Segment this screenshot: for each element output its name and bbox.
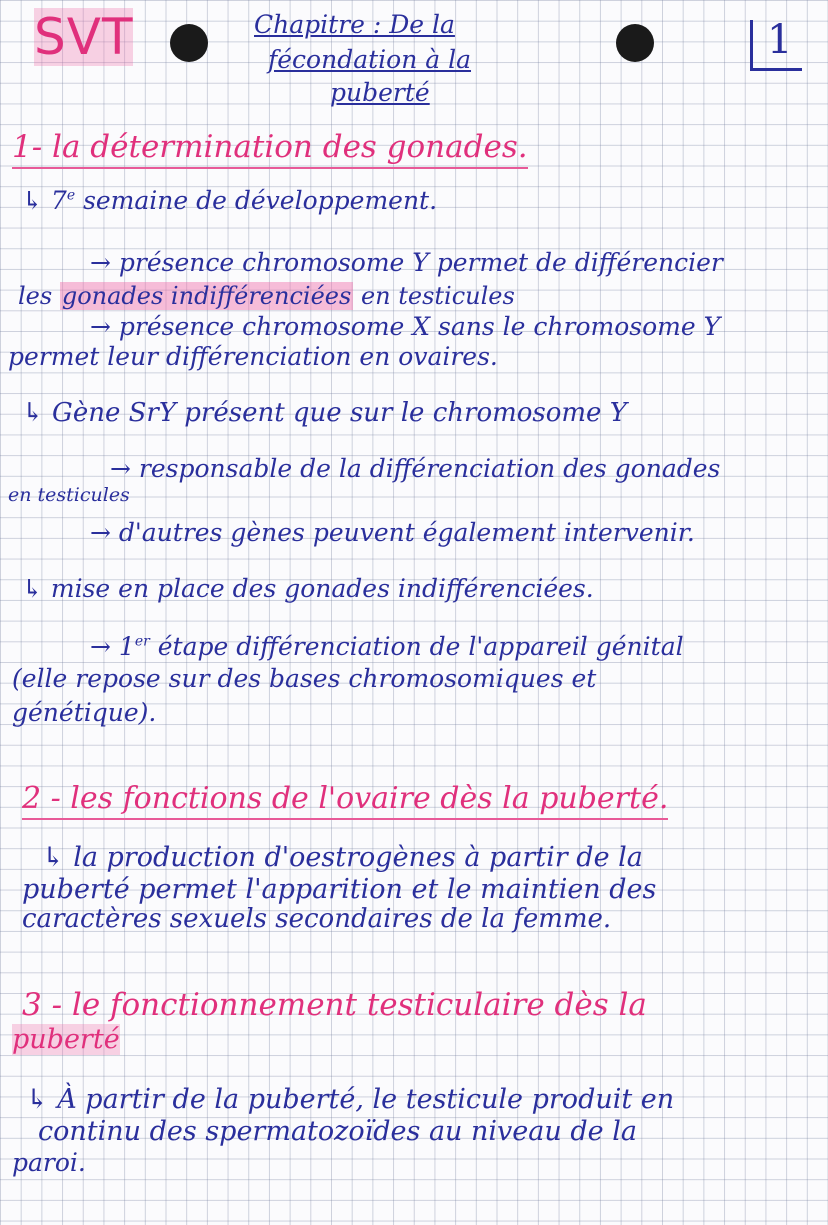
section2-line1: ↳ la production d'oestrogènes à partir de la	[42, 842, 643, 873]
section2-title: 2 - les fonctions de l'ovaire dès la puberté.	[22, 784, 668, 814]
section2-line3: caractères sexuels secondaires de la femme.	[22, 904, 612, 934]
section1-title: 1- la détermination des gonades.	[12, 132, 528, 163]
section3-line3: paroi.	[12, 1148, 86, 1177]
section1-line8: en testicules	[8, 484, 130, 506]
chapter-title-line1: Chapitre : De la	[254, 10, 455, 39]
section1-line7: → responsable de la différenciation des gonades	[110, 454, 721, 483]
section1-line11: → 1er étape différenciation de l'appareil génital	[90, 632, 684, 661]
section3-line2: continu des spermatozoïdes au niveau de la	[38, 1116, 637, 1147]
highlighted-term: gonades indifférenciées	[61, 282, 352, 310]
section3-line1: ↳ À partir de la puberté, le testicule produit en	[26, 1084, 675, 1115]
section1-line2: → présence chromosome Y permet de différencier	[90, 248, 723, 277]
section1-line10: ↳ mise en place des gonades indifférenciées.	[22, 574, 594, 603]
binder-hole-left	[170, 24, 208, 62]
subject-title: SVT	[34, 8, 134, 66]
chapter-title-line3: puberté	[330, 78, 430, 107]
section1-line6: ↳ Gène SrY présent que sur le chromosome Y	[22, 398, 627, 428]
chapter-title-line2: fécondation à la	[268, 45, 472, 74]
section1-line13: génétique).	[12, 698, 157, 727]
binder-hole-right	[616, 24, 654, 62]
section1-line3: les gonades indifférenciées en testicules	[18, 282, 515, 310]
section3-title-line1: 3 - le fonctionnement testiculaire dès la	[22, 987, 647, 1023]
section1-line1: ↳ 7e semaine de développement.	[22, 186, 438, 215]
section1-line5: permet leur différenciation en ovaires.	[8, 342, 498, 371]
section1-line12: (elle repose sur des bases chromosomiques et	[12, 664, 597, 693]
section1-line4: → présence chromosome X sans le chromosome Y	[90, 312, 721, 341]
section2-line2: puberté permet l'apparition et le maintien des	[22, 874, 657, 905]
section1-line9: → d'autres gènes peuvent également intervenir.	[90, 518, 695, 547]
section3-title-line2: puberté	[12, 1024, 120, 1055]
page-number: 1	[750, 20, 802, 71]
